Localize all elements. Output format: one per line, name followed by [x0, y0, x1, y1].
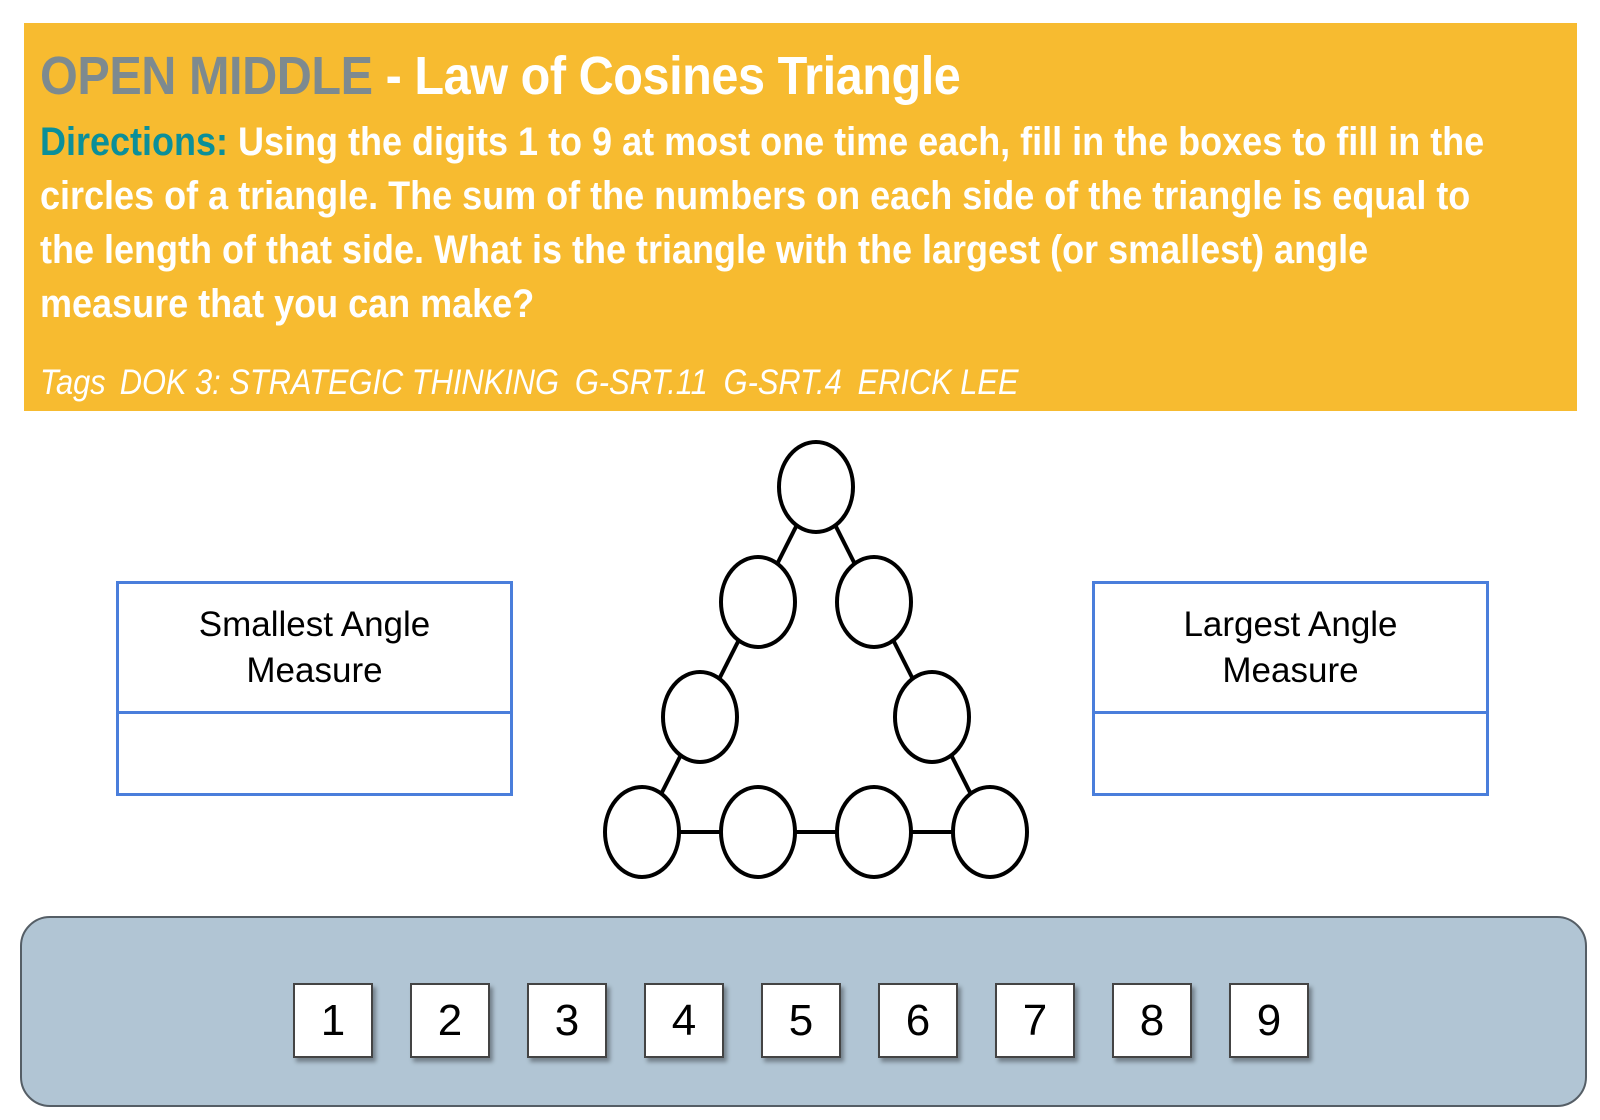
digit-tile[interactable]: 6	[878, 983, 958, 1058]
digit-tile[interactable]: 2	[410, 983, 490, 1058]
triangle-circle-bottom-4[interactable]	[953, 787, 1027, 877]
largest-angle-label: Largest Angle Measure	[1095, 584, 1486, 714]
triangle-circle-bottom-3[interactable]	[837, 787, 911, 877]
smallest-angle-input[interactable]	[119, 714, 510, 796]
digit-tile[interactable]: 9	[1229, 983, 1309, 1058]
triangle-circle-right-2[interactable]	[837, 557, 911, 647]
largest-angle-box	[1092, 581, 1489, 796]
digit-tile[interactable]: 3	[527, 983, 607, 1058]
tag-gsrt11[interactable]: G-SRT.11	[574, 363, 708, 402]
tags-label: Tags	[40, 363, 106, 402]
triangle-circle-top[interactable]	[779, 442, 853, 532]
triangle-circle-right-3[interactable]	[895, 672, 969, 762]
directions	[40, 115, 1525, 331]
digit-tile[interactable]: 4	[644, 983, 724, 1058]
digit-tile[interactable]: 5	[761, 983, 841, 1058]
header-banner	[24, 23, 1577, 411]
page-title	[40, 43, 1405, 109]
directions-text: Using the digits 1 to 9 at most one time each, fill in the boxes to fill in the circles of a triangle. The sum of the numbers on each side of the triangle is equal to the length of that side. What is the triangle with the largest (or smallest) angle measure that you can make?	[40, 120, 1485, 326]
tag-author[interactable]: ERICK LEE	[857, 363, 1019, 402]
tag-dok[interactable]: DOK 3: STRATEGIC THINKING	[119, 363, 559, 402]
tags-line	[40, 363, 1034, 403]
digit-tile[interactable]: 8	[1112, 983, 1192, 1058]
largest-angle-input[interactable]	[1095, 714, 1486, 796]
triangle-circle-left-2[interactable]	[721, 557, 795, 647]
digit-tile[interactable]: 7	[995, 983, 1075, 1058]
title-text: - Law of Cosines Triangle	[372, 46, 961, 106]
smallest-angle-box	[116, 581, 513, 796]
triangle-circle-bottom-1[interactable]	[605, 787, 679, 877]
digit-tile[interactable]: 1	[293, 983, 373, 1058]
smallest-angle-label: Smallest Angle Measure	[119, 584, 510, 714]
triangle-connectors	[642, 487, 990, 832]
triangle-circle-bottom-2[interactable]	[721, 787, 795, 877]
tag-gsrt4[interactable]: G-SRT.4	[723, 363, 842, 402]
brand-label: OPEN MIDDLE	[40, 46, 373, 106]
directions-label: Directions:	[40, 120, 229, 164]
triangle-circle-left-3[interactable]	[663, 672, 737, 762]
